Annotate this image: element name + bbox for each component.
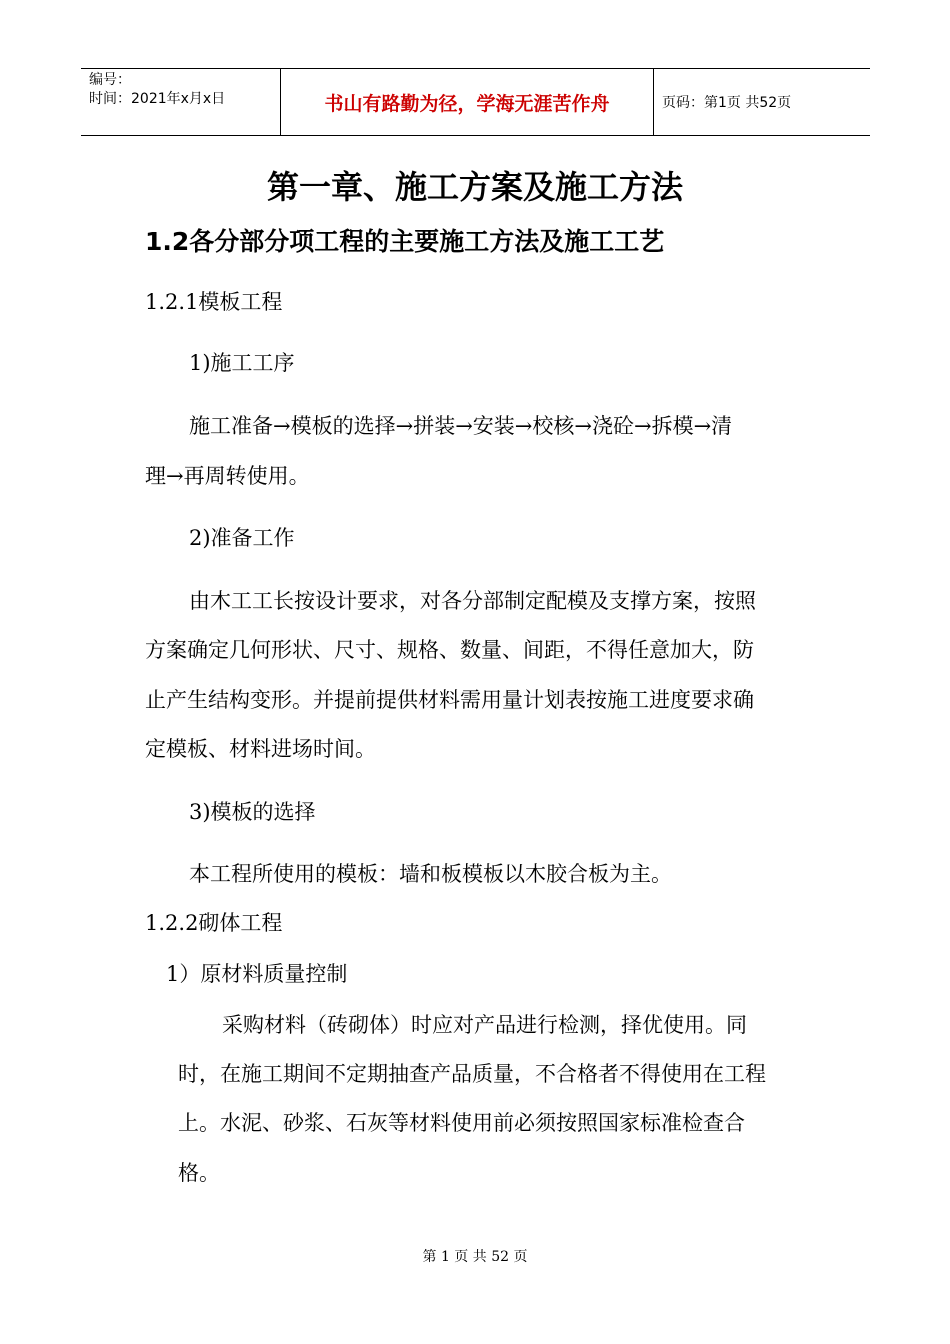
paragraph-line: 时，在施工期间不定期抽查产品质量，不合格者不得使用在工程 (178, 1062, 766, 1086)
header-page-info: 页码：第1页 共52页 (662, 95, 792, 111)
item-heading-process: 1)施工工序 (189, 351, 295, 375)
section-heading: 1.2各分部分项工程的主要施工方法及施工工艺 (145, 227, 665, 256)
subsection-heading-masonry: 1.2.2砌体工程 (145, 911, 283, 935)
header-motto: 书山有路勤为径，学海无涯苦作舟 (281, 69, 654, 135)
document-date-label: 时间：2021年x月x日 (89, 91, 226, 107)
chapter-title: 第一章、施工方案及施工方法 (266, 168, 683, 206)
paragraph-line: 本工程所使用的模板：墙和板模板以木胶合板为主。 (189, 862, 672, 886)
header-info-cell (81, 69, 281, 135)
paragraph-line: 方案确定几何形状、尺寸、规格、数量、间距，不得任意加大，防 (145, 638, 754, 662)
item-heading-material-control: 1）原材料质量控制 (166, 962, 348, 986)
item-heading-formwork-selection: 3)模板的选择 (189, 800, 316, 824)
paragraph-line: 采购材料（砖砌体）时应对产品进行检测，择优使用。同 (222, 1013, 747, 1037)
paragraph-line: 上。水泥、砂浆、石灰等材料使用前必须按照国家标准检查合 (178, 1111, 745, 1135)
subsection-heading-formwork: 1.2.1模板工程 (145, 290, 283, 314)
paragraph-line: 理→再周转使用。 (145, 464, 310, 488)
paragraph-line: 定模板、材料进场时间。 (145, 737, 376, 761)
header-table (81, 68, 870, 136)
page-footer: 第 1 页 共 52 页 (422, 1249, 528, 1265)
paragraph-line: 止产生结构变形。并提前提供材料需用量计划表按施工进度要求确 (145, 688, 754, 712)
paragraph-line: 由木工工长按设计要求，对各分部制定配模及支撑方案，按照 (189, 589, 756, 613)
paragraph-line: 施工准备→模板的选择→拼装→安装→校核→浇砼→拆模→清 (189, 414, 733, 438)
paragraph-line: 格。 (178, 1161, 220, 1185)
document-number-label: 编号： (89, 72, 131, 88)
item-heading-preparation: 2)准备工作 (189, 526, 295, 550)
